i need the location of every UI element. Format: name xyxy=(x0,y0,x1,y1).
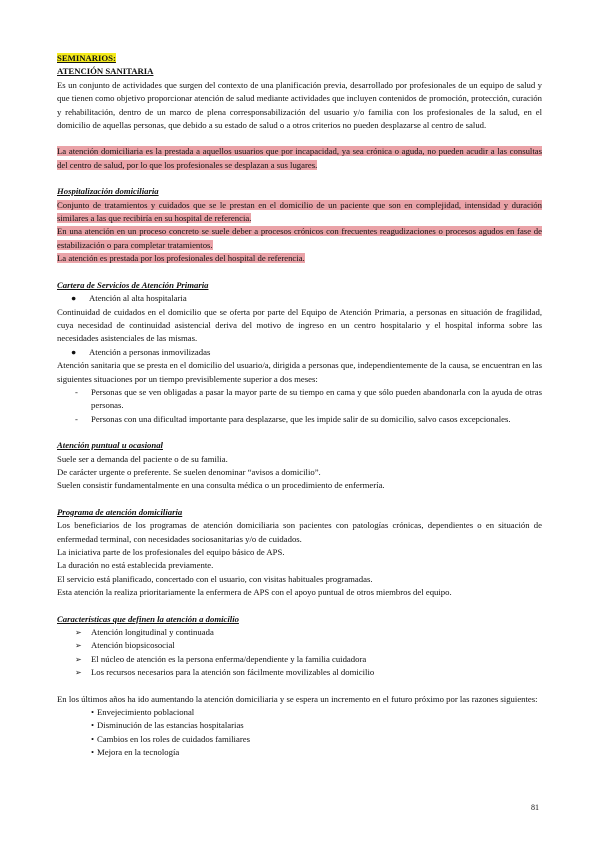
list-item xyxy=(57,706,542,719)
heading-atencion-puntual: Atención puntual u ocasional xyxy=(57,440,163,451)
heading-programa: Programa de atención domiciliaria xyxy=(57,506,183,517)
list-item xyxy=(57,639,542,652)
programa-line-3: El servicio está planificado, concertado con el usuario, con visitas habituales programadas. xyxy=(57,573,373,584)
paragraph-inmovilizadas: Atención sanitaria que se presta en el domicilio del usuario/a, dirigida a personas que, independientemente de la causa, se encuentran en las siguientes situaciones por un tiempo previsiblemente superior a dos meses: xyxy=(57,360,542,384)
list-item xyxy=(57,292,542,305)
list-item xyxy=(57,733,542,746)
small-dot-icon: • xyxy=(91,733,95,744)
small-dot-icon: • xyxy=(91,707,95,718)
programa-line-1: La iniciativa parte de los profesionales del equipo básico de APS. xyxy=(57,547,285,557)
razon-item-3: Cambios en los roles de cuidados familiares xyxy=(97,733,250,744)
programa-line-2: La duración no está establecida previamente. xyxy=(57,560,214,571)
hosp-line-2: En una atención en un proceso concreto se suele deber a procesos crónicos con frecuentes reagudizaciones o procesos agudos en fase de estabilización o para completar tratamientos. xyxy=(57,226,542,250)
arrow-bullet-icon: ➢ xyxy=(75,668,82,678)
cartera-list-alta xyxy=(57,292,542,305)
document-body xyxy=(57,52,542,760)
inmov-item-1: Personas que se ven obligadas a pasar la mayor parte de su tiempo en cama y que sólo pueden abandonarla con la ayuda de otras personas. xyxy=(91,386,542,411)
caract-item-1: Atención longitudinal y continuada xyxy=(91,627,214,638)
bullet-personas-inmovilizadas: Atención a personas inmovilizadas xyxy=(89,346,211,357)
paragraph-programa: Los beneficiarios de los programas de atención domiciliaria son pacientes con patologías crónicas, dependientes o en situación de enfermedad terminal, con necesidades sociosanitarias y/o de cuidados. xyxy=(57,520,542,544)
bullet-icon: ● xyxy=(71,293,77,304)
caract-item-4: Los recursos necesarios para la atención son fácilmente movilizables al domicilio xyxy=(91,667,375,678)
bullet-icon: ● xyxy=(71,346,77,357)
razon-item-4: Mejora en la tecnología xyxy=(97,747,180,758)
highlight-domiciliaria-definition: La atención domiciliaria es la prestada a aquellos usuarios que por incapacidad, ya sea crónica o aguda, no pueden acudir a las consultas del centro de salud, por lo que los profesionales se desplazan a sus lugares. xyxy=(57,146,542,170)
paragraph-alta: Continuidad de cuidados en el domicilio que se oferta por parte del Equipo de Atención Primaria, a personas en situación de fragilidad, cuya necesidad de continuidad asistencial deriva del motivo de ingreso en un centro hospitalario y el hospital informa sobre las necesidades asistenciales de las mismas. xyxy=(57,306,542,344)
razon-item-1: Envejecimiento poblacional xyxy=(97,707,195,718)
puntual-line-1: Suele ser a demanda del paciente o de su familia. xyxy=(57,453,228,464)
puntual-line-2: De carácter urgente o preferente. Se suelen denominar “avisos a domicilio”. xyxy=(57,466,321,477)
heading-caracteristicas: Características que definen la atención a domicilio xyxy=(57,613,239,624)
arrow-bullet-icon: ➢ xyxy=(75,628,82,638)
heading-cartera: Cartera de Servicios de Atención Primaria xyxy=(57,279,209,290)
list-item xyxy=(57,653,542,666)
caract-item-3: El núcleo de atención es la persona enferma/dependiente y la familia cuidadora xyxy=(91,653,367,664)
list-item xyxy=(57,346,542,359)
cartera-list-inmovilizadas xyxy=(57,346,542,359)
hosp-line-3: La atención es prestada por los profesionales del hospital de referencia. xyxy=(57,253,305,264)
paragraph-atencion-sanitaria: Es un conjunto de actividades que surgen del contexto de una planificación previa, desarrollado por profesionales de un equipo de salud y que tienen como objetivo proporcionar atención de salud mediante actividades que incluyen contenidos de promoción, protección, curación y rehabilitación, dentro de un marco de plena corresponsabilización del usuario y/o familia con los profesionales de la salud, en el domicilio de aquellas personas, que debido a su estado de salud o a otros criterios no pueden desplazarse al centro de salud. xyxy=(57,79,542,131)
list-item xyxy=(57,413,542,426)
list-item xyxy=(57,719,542,732)
bullet-alta-hospitalaria: Atención al alta hospitalaria xyxy=(89,293,187,304)
caract-item-2: Atención biopsicosocial xyxy=(91,640,175,651)
paragraph-ultimos-anos: En los últimos años ha ido aumentando la atención domiciliaria y se espera un incremento en el futuro próximo por las razones siguientes: xyxy=(57,693,538,704)
list-item xyxy=(57,626,542,639)
arrow-bullet-icon: ➢ xyxy=(75,641,82,651)
list-item xyxy=(57,666,542,679)
heading-atencion-sanitaria: ATENCIÓN SANITARIA xyxy=(57,66,154,77)
page-number: 81 xyxy=(531,803,539,812)
razon-item-2: Disminución de las estancias hospitalarias xyxy=(97,720,244,731)
hosp-line-1: Conjunto de tratamientos y cuidados que se le prestan en el domicilio de un paciente que son en complejidad, intensidad y duración similares a las que recibiría en su hospital de referencia. xyxy=(57,199,542,224)
list-item xyxy=(57,386,542,413)
dash-icon: - xyxy=(75,413,78,424)
section-label-seminarios: SEMINARIOS: xyxy=(57,53,116,63)
small-dot-icon: • xyxy=(91,720,95,731)
inmovilizadas-list xyxy=(57,386,542,426)
razones-list xyxy=(57,706,542,760)
small-dot-icon: • xyxy=(91,747,95,758)
programa-line-4: Esta atención la realiza prioritariamente la enfermera de APS con el apoyo puntual de otros miembros del equipo. xyxy=(57,587,452,598)
dash-icon: - xyxy=(75,386,78,397)
arrow-bullet-icon: ➢ xyxy=(75,654,82,664)
list-item xyxy=(57,746,542,759)
heading-hospitalizacion: Hospitalización domiciliaria xyxy=(57,186,159,197)
inmov-item-2: Personas con una dificultad importante para desplazarse, que les impide salir de su domicilio, salvo casos excepcionales. xyxy=(91,413,511,424)
puntual-line-3: Suelen consistir fundamentalmente en una consulta médica o un procedimiento de enfermería. xyxy=(57,480,385,491)
caracteristicas-list xyxy=(57,626,542,680)
